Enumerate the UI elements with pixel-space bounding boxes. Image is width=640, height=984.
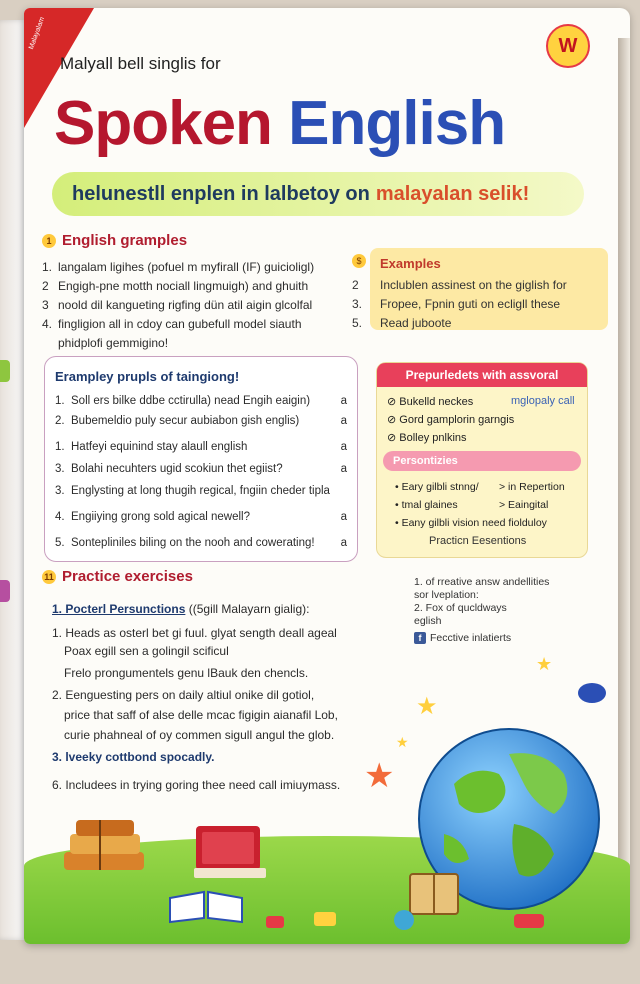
list-item: 4. Engiiying grong sold agical newell? a: [55, 511, 347, 523]
page-right-edge: [618, 38, 630, 938]
preferred-box: [376, 362, 588, 558]
title-word-english: English: [288, 89, 506, 158]
star-icon: ★: [416, 693, 438, 720]
list-item: 1. langalam ligihes (pofuel m myfirall (IF) guicioligl): [42, 260, 315, 274]
list-item: 2 Engigh-pne motth nociall lingmuigh) and ghuith: [42, 279, 309, 293]
magazine-page: [24, 8, 630, 944]
examples-badge-icon: $: [352, 253, 372, 268]
bullet-aside: > Eaingital: [499, 499, 549, 511]
red-book-icon: [192, 820, 272, 884]
page-tab: [0, 580, 10, 602]
list-item: 1. Hatfeyi equinind stay alaull english a: [55, 441, 347, 453]
practice-line: 2. Eenguesting pers on daily altiul onike dil gotiol,: [52, 688, 315, 702]
page-title: [54, 88, 505, 159]
note-line: eglish: [414, 615, 442, 627]
check-circle-icon: ⊘: [387, 396, 397, 408]
section-number-icon: 11: [42, 570, 56, 584]
list-item: phidplofi gemmigino!: [58, 336, 169, 350]
english-examples-list: [42, 258, 314, 353]
star-icon: ★: [364, 757, 395, 795]
list-item: 3. Bolahi necuhters ugid scokiun thet egiist? a: [55, 463, 347, 475]
personalities-subheading: Persontizies: [383, 451, 581, 471]
list-item: 2. Bubemeldio puly secur aubiabon gish englis) a: [55, 415, 347, 427]
side-note: [414, 576, 594, 645]
section-number-icon: 1: [42, 234, 56, 248]
star-icon: ★: [536, 654, 553, 674]
list-item: 5. Sontepliniles biling on the nooh and cowerating! a: [55, 537, 347, 549]
list-item: Fropee, Fpnin guti on ecligll these: [380, 297, 561, 311]
practice-line: 6. Includees in trying goring thee need call imiuymass.: [52, 778, 341, 792]
banner-highlight: malayalan selik!: [375, 182, 530, 205]
list-item: Read juboote: [380, 316, 452, 330]
note-line: 2. Fox of qucldways: [414, 602, 507, 614]
note-line: sor lveplation:: [414, 589, 479, 601]
check-circle-icon: ⊘: [387, 432, 397, 444]
list-item: 1. Soll ers bilke ddbe cctirulla) nead Engih eaigin) a: [55, 395, 347, 407]
bullet-aside: > in Repertion: [499, 481, 565, 493]
subtitle-banner: [52, 172, 584, 216]
star-icon: ★: [396, 734, 409, 750]
page-tab: [0, 360, 10, 382]
brand-logo: W: [546, 24, 590, 68]
facebook-icon: f: [414, 632, 426, 644]
eraser-icon: [574, 678, 610, 708]
practice-line: Frelo prongumentels genu lBauk den chencls.: [64, 666, 309, 680]
check-item: ⊘ Gord gamplorin garngis: [387, 414, 515, 426]
books-stack-icon: [60, 816, 150, 886]
practice-line: Poax egill sen a golingil scificul: [64, 644, 229, 658]
practice-line: 3. lveeky cottbond spocadly.: [52, 750, 215, 764]
examples-pupils-heading: Erampley prupls of taingiong!: [55, 369, 240, 384]
note-line: 1. of rreative answ andellities: [414, 576, 550, 588]
book-left-edge: [0, 20, 26, 940]
practice-line: curie phahneal of oy commen sigull angul the glob.: [64, 728, 335, 742]
examples-pupils-box: [44, 356, 358, 562]
list-number: 2: [352, 278, 359, 292]
english-examples-heading: 1 English gramples: [42, 232, 187, 249]
page-kicker: Malyall bell singlis for: [60, 54, 221, 73]
list-item: 3 noold dil kangueting rigfing dün atil aigin glcolfal: [42, 298, 313, 312]
list-number: 5.: [352, 316, 363, 330]
corner-ribbon-text: Malayalam: [28, 16, 47, 51]
list-number: 3.: [352, 297, 363, 311]
open-book-icon: [166, 888, 246, 924]
bullet-item: • tmal glaines: [395, 499, 458, 511]
practice-heading: 11 Practice exercises: [42, 568, 193, 585]
check-item: ⊘ Bolley pnlkins: [387, 432, 467, 444]
practice-sessions-label: Practicn Eesentions: [429, 535, 527, 547]
check-aside: mglopaly call: [511, 395, 575, 407]
practice-line: 1. Heads as osterl bet gi fuul. glyat sength deall ageal: [52, 626, 337, 640]
bullet-item: • Eary gilbli stnng/: [395, 481, 479, 493]
list-item: 3. Englysting at long thugih regical, fngiin cheder tipla: [55, 485, 330, 497]
practice-line: price that saff of alse delle mcac figigin aianafil Lob,: [64, 708, 338, 722]
examples-box: [370, 248, 608, 330]
practice-subtitle: 1. Pocterl Persunctions ((5gill Malayarn gialig):: [52, 602, 310, 616]
list-item: Inclublen assinest on the giglish for: [380, 278, 567, 292]
examples-heading: Examples: [380, 256, 441, 271]
stationery-items: [264, 908, 564, 938]
preferred-heading: Prepurledets with assvoral: [377, 363, 587, 387]
list-item: 4. fingligion all in cdoy can gubefull model siauth: [42, 317, 302, 331]
check-circle-icon: ⊘: [387, 414, 397, 426]
title-word-spoken: Spoken: [54, 89, 272, 158]
bullet-item: • Eany gilbli vision need fioldulоy: [395, 517, 547, 529]
check-item: ⊘ Bukelld neckes: [387, 396, 474, 408]
banner-text: helunestll enplen in lalbetoy on: [72, 182, 370, 205]
note-line: Fecctive inlatierts: [430, 632, 512, 644]
